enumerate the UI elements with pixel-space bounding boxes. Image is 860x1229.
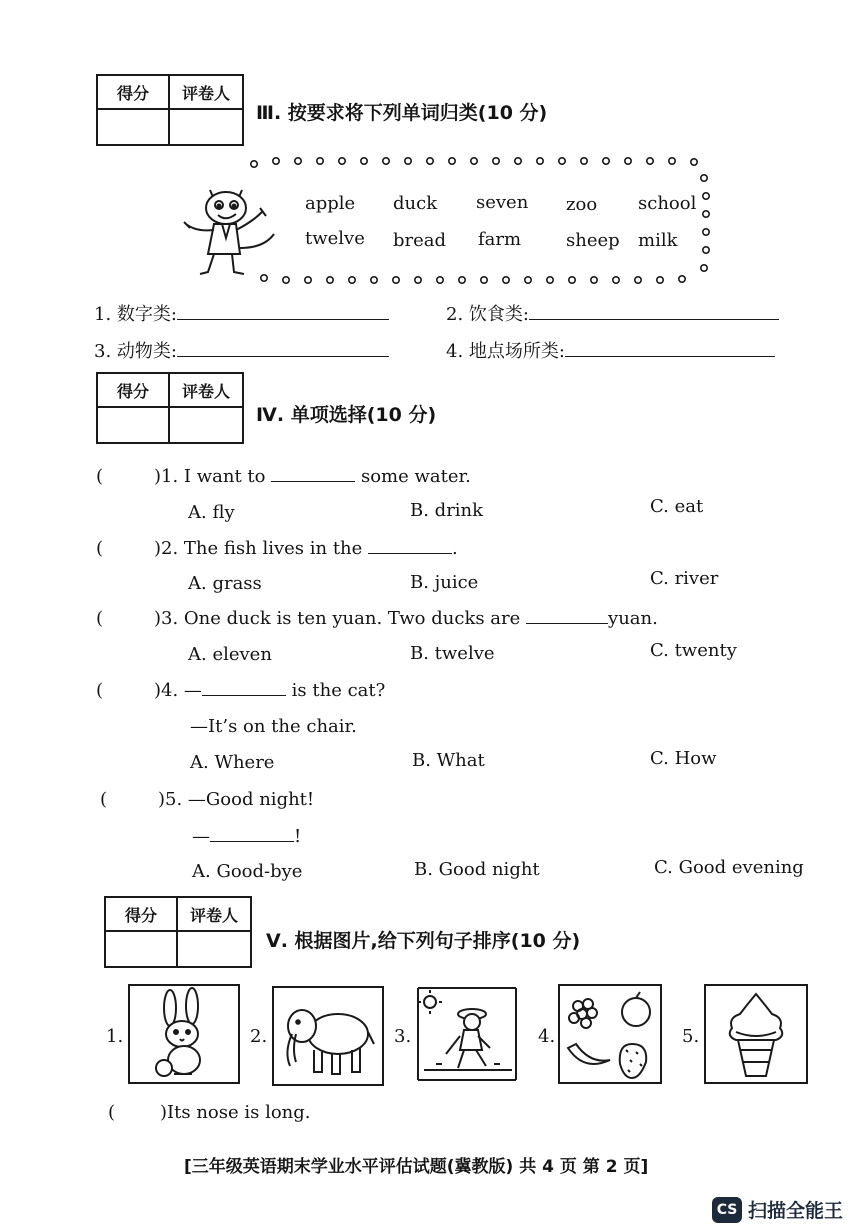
score-box-section3 [96, 74, 244, 146]
q2-paren: ( [96, 538, 104, 559]
q1-blank[interactable] [271, 481, 355, 482]
q1-paren: ( [96, 466, 104, 487]
category-numbers [94, 300, 389, 326]
score-box-section5 [104, 896, 252, 968]
pic-number-4: 4. [538, 1026, 556, 1047]
q2-blank[interactable] [368, 553, 452, 554]
q4-option-b[interactable]: B. What [412, 750, 485, 771]
grader-header: 评卷人 [170, 76, 242, 110]
picture-fruits [558, 984, 662, 1084]
category-places [446, 337, 775, 363]
q5-option-c[interactable]: C. Good evening [654, 857, 804, 878]
q1-option-b[interactable]: B. drink [410, 500, 484, 521]
word-zoo: zoo [566, 194, 598, 215]
picture-farmer [416, 984, 520, 1084]
q5-paren: ( [100, 789, 108, 810]
sentence-paren: ( [108, 1102, 116, 1123]
word-sheep: sheep [566, 230, 620, 251]
q3-paren: ( [96, 608, 104, 629]
word-duck: duck [393, 193, 438, 214]
q4-option-c[interactable]: C. How [650, 748, 717, 769]
q2-option-a[interactable]: A. grass [188, 573, 262, 594]
q4-stem: )4. — is the cat? [154, 680, 386, 701]
q2-option-c[interactable]: C. river [650, 568, 719, 589]
pic-number-1: 1. [106, 1026, 124, 1047]
answer-blank[interactable] [565, 356, 775, 357]
farmer-planting-icon [416, 984, 520, 1084]
answer-blank[interactable] [529, 319, 779, 320]
grader-cell[interactable] [170, 408, 242, 442]
picture-elephant [272, 986, 384, 1086]
word-school: school [638, 193, 697, 214]
dots-top [251, 158, 697, 167]
q2-option-b[interactable]: B. juice [410, 572, 479, 593]
q3-option-a[interactable]: A. eleven [188, 644, 272, 665]
score-box-section4 [96, 372, 244, 444]
category-label: 4. 地点场所类: [446, 341, 565, 362]
q1-option-c[interactable]: C. eat [650, 496, 704, 517]
q5-line2: — ! [192, 826, 302, 847]
page-footer: [三年级英语期末学业水平评估试题(冀教版) 共 4 页 第 2 页] [184, 1157, 649, 1177]
picture-rabbit [128, 984, 240, 1084]
q3-stem: )3. One duck is ten yuan. Two ducks are yuan. [154, 608, 658, 629]
q5-option-b[interactable]: B. Good night [414, 859, 540, 880]
q5-option-a[interactable]: A. Good-bye [192, 861, 303, 882]
word-bread: bread [393, 230, 447, 251]
dots-right [701, 175, 709, 271]
elephant-icon [274, 988, 382, 1084]
q3-option-b[interactable]: B. twelve [410, 643, 495, 664]
answer-blank[interactable] [177, 319, 389, 320]
pic-number-2: 2. [250, 1026, 268, 1047]
rabbit-icon [130, 986, 238, 1082]
q3-option-c[interactable]: C. twenty [650, 640, 737, 661]
q3-blank[interactable] [526, 623, 608, 624]
q2-stem: )2. The fish lives in the . [154, 538, 458, 559]
category-food [446, 300, 779, 326]
grader-cell[interactable] [170, 110, 242, 144]
q4-option-a[interactable]: A. Where [190, 752, 275, 773]
score-header: 得分 [106, 898, 178, 932]
q1-stem: )1. I want to some water. [154, 466, 471, 487]
q5-stem: )5. —Good night! [158, 789, 315, 810]
pic-number-5: 5. [682, 1026, 700, 1047]
word-apple: apple [305, 193, 356, 214]
q4-paren: ( [96, 680, 104, 701]
score-header: 得分 [98, 374, 170, 408]
q4-blank[interactable] [202, 695, 286, 696]
grader-header: 评卷人 [170, 374, 242, 408]
category-animals [94, 337, 389, 363]
scanner-watermark [712, 1196, 843, 1223]
q5-blank[interactable] [210, 841, 294, 842]
word-box-dotted-border [240, 150, 720, 290]
score-cell[interactable] [98, 110, 170, 144]
q1-option-a[interactable]: A. fly [188, 502, 235, 523]
grader-cell[interactable] [178, 932, 250, 966]
grader-header: 评卷人 [178, 898, 250, 932]
category-label: 3. 动物类: [94, 341, 177, 362]
word-seven: seven [476, 192, 529, 213]
pic-number-3: 3. [394, 1026, 412, 1047]
section4-title: Ⅳ. 单项选择(10 分) [256, 404, 437, 426]
score-header: 得分 [98, 76, 170, 110]
score-cell[interactable] [98, 408, 170, 442]
word-twelve: twelve [305, 228, 365, 249]
score-cell[interactable] [106, 932, 178, 966]
category-label: 2. 饮食类: [446, 304, 529, 325]
watermark-text: 扫描全能王 [748, 1200, 844, 1222]
sentence-its-nose-is-long: )Its nose is long. [160, 1102, 311, 1123]
section3-title: Ⅲ. 按要求将下列单词归类(10 分) [256, 102, 548, 124]
cs-logo-icon: CS [712, 1197, 742, 1223]
word-farm: farm [478, 229, 522, 250]
category-label: 1. 数字类: [94, 304, 177, 325]
dots-bottom [261, 275, 685, 283]
fruits-icon [560, 986, 660, 1082]
ice-cream-icon [706, 986, 806, 1082]
word-milk: milk [638, 230, 678, 251]
picture-icecream [704, 984, 808, 1084]
q4-line2: —It’s on the chair. [190, 716, 357, 737]
answer-blank[interactable] [177, 356, 389, 357]
section5-title: Ⅴ. 根据图片,给下列句子排序(10 分) [266, 930, 581, 952]
cat-cartoon-icon [178, 182, 286, 282]
